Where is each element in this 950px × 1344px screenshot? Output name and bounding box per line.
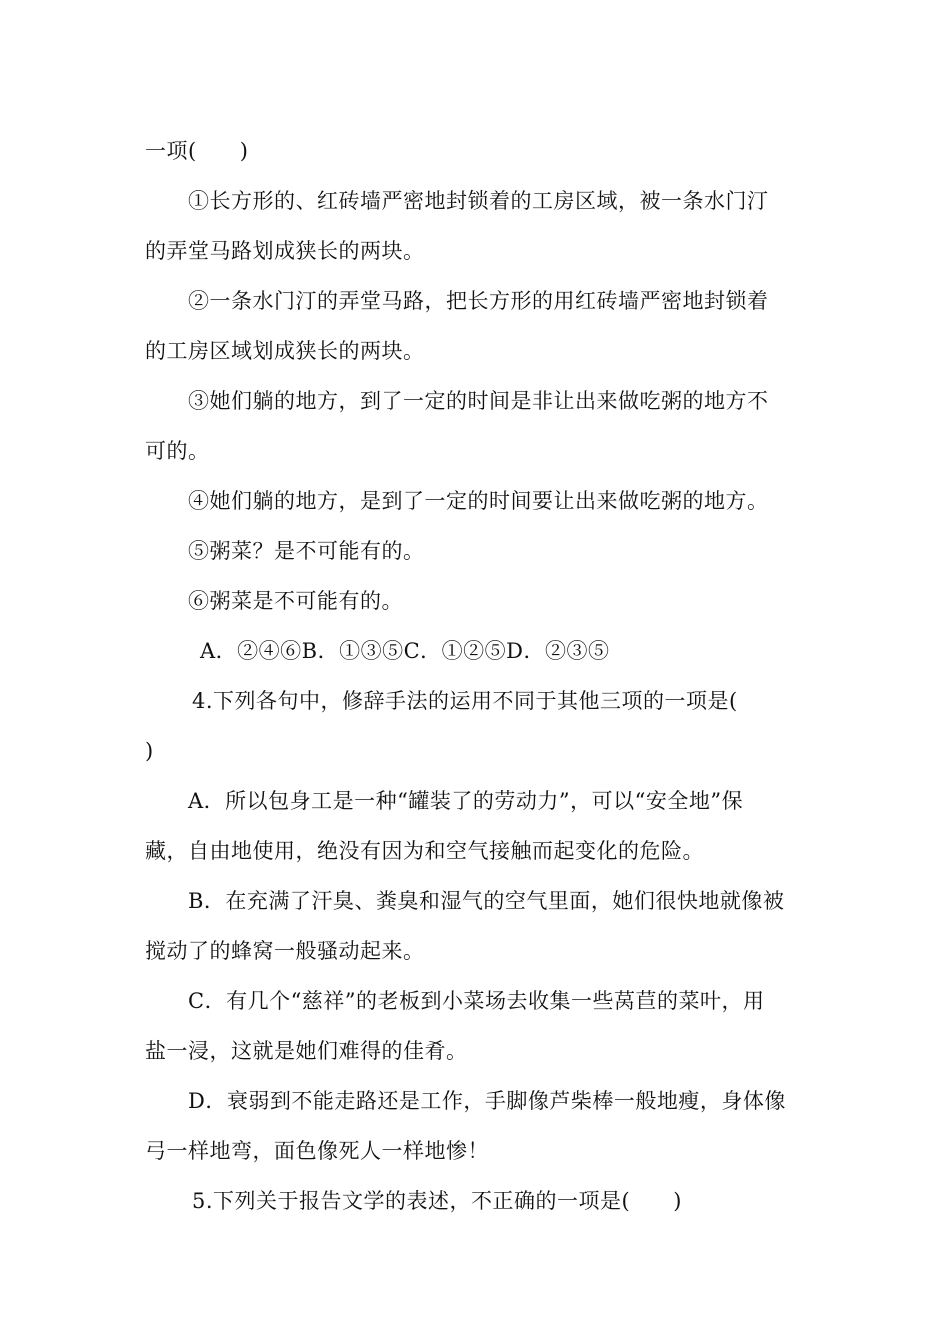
item-6: ⑥粥菜是不可能有的。 (188, 589, 403, 613)
question-4-option-c-line-1: C．有几个“慈祥”的老板到小菜场去收集一些莴苣的菜叶，用 (188, 989, 765, 1013)
question-4-option-c-line-2: 盐一浸，这就是她们难得的佳肴。 (145, 1039, 468, 1063)
item-1-line-1: ①长方形的、红砖墙严密地封锁着的工房区域，被一条水门汀 (188, 189, 769, 213)
item-3-line-2: 可的。 (145, 439, 210, 463)
question-3-stem-end: 一项( ) (145, 139, 249, 163)
item-5: ⑤粥菜？是不可能有的。 (188, 539, 425, 563)
item-2-line-2: 的工房区域划成狭长的两块。 (145, 339, 425, 363)
question-4-stem: 4.下列各句中，修辞手法的运用不同于其他三项的一项是( (192, 689, 738, 713)
question-4-option-a-line-2: 藏，自由地使用，绝没有因为和空气接触而起变化的危险。 (145, 839, 704, 863)
question-4-option-b-line-1: B．在充满了汗臭、粪臭和湿气的空气里面，她们很快地就像被 (188, 889, 785, 913)
item-2-line-1: ②一条水门汀的弄堂马路，把长方形的用红砖墙严密地封锁着 (188, 289, 769, 313)
item-1-line-2: 的弄堂马路划成狭长的两块。 (145, 239, 425, 263)
item-3-line-1: ③她们躺的地方，到了一定的时间是非让出来做吃粥的地方不 (188, 389, 769, 413)
item-4: ④她们躺的地方，是到了一定的时间要让出来做吃粥的地方。 (188, 489, 769, 513)
question-4-option-d-line-2: 弓一样地弯，面色像死人一样地惨！ (145, 1139, 489, 1163)
question-4-stem-end: ) (145, 739, 154, 763)
question-3-options: A．②④⑥B．①③⑤C．①②⑤D．②③⑤ (200, 639, 610, 663)
question-5-stem: 5.下列关于报告文学的表述，不正确的一项是( ) (192, 1189, 682, 1213)
question-4-option-d-line-1: D．衰弱到不能走路还是工作，手脚像芦柴棒一般地瘦，身体像 (188, 1089, 786, 1113)
question-4-option-b-line-2: 搅动了的蜂窝一般骚动起来。 (145, 939, 425, 963)
question-4-option-a-line-1: A．所以包身工是一种“罐装了的劳动力”，可以“安全地”保 (188, 789, 744, 813)
